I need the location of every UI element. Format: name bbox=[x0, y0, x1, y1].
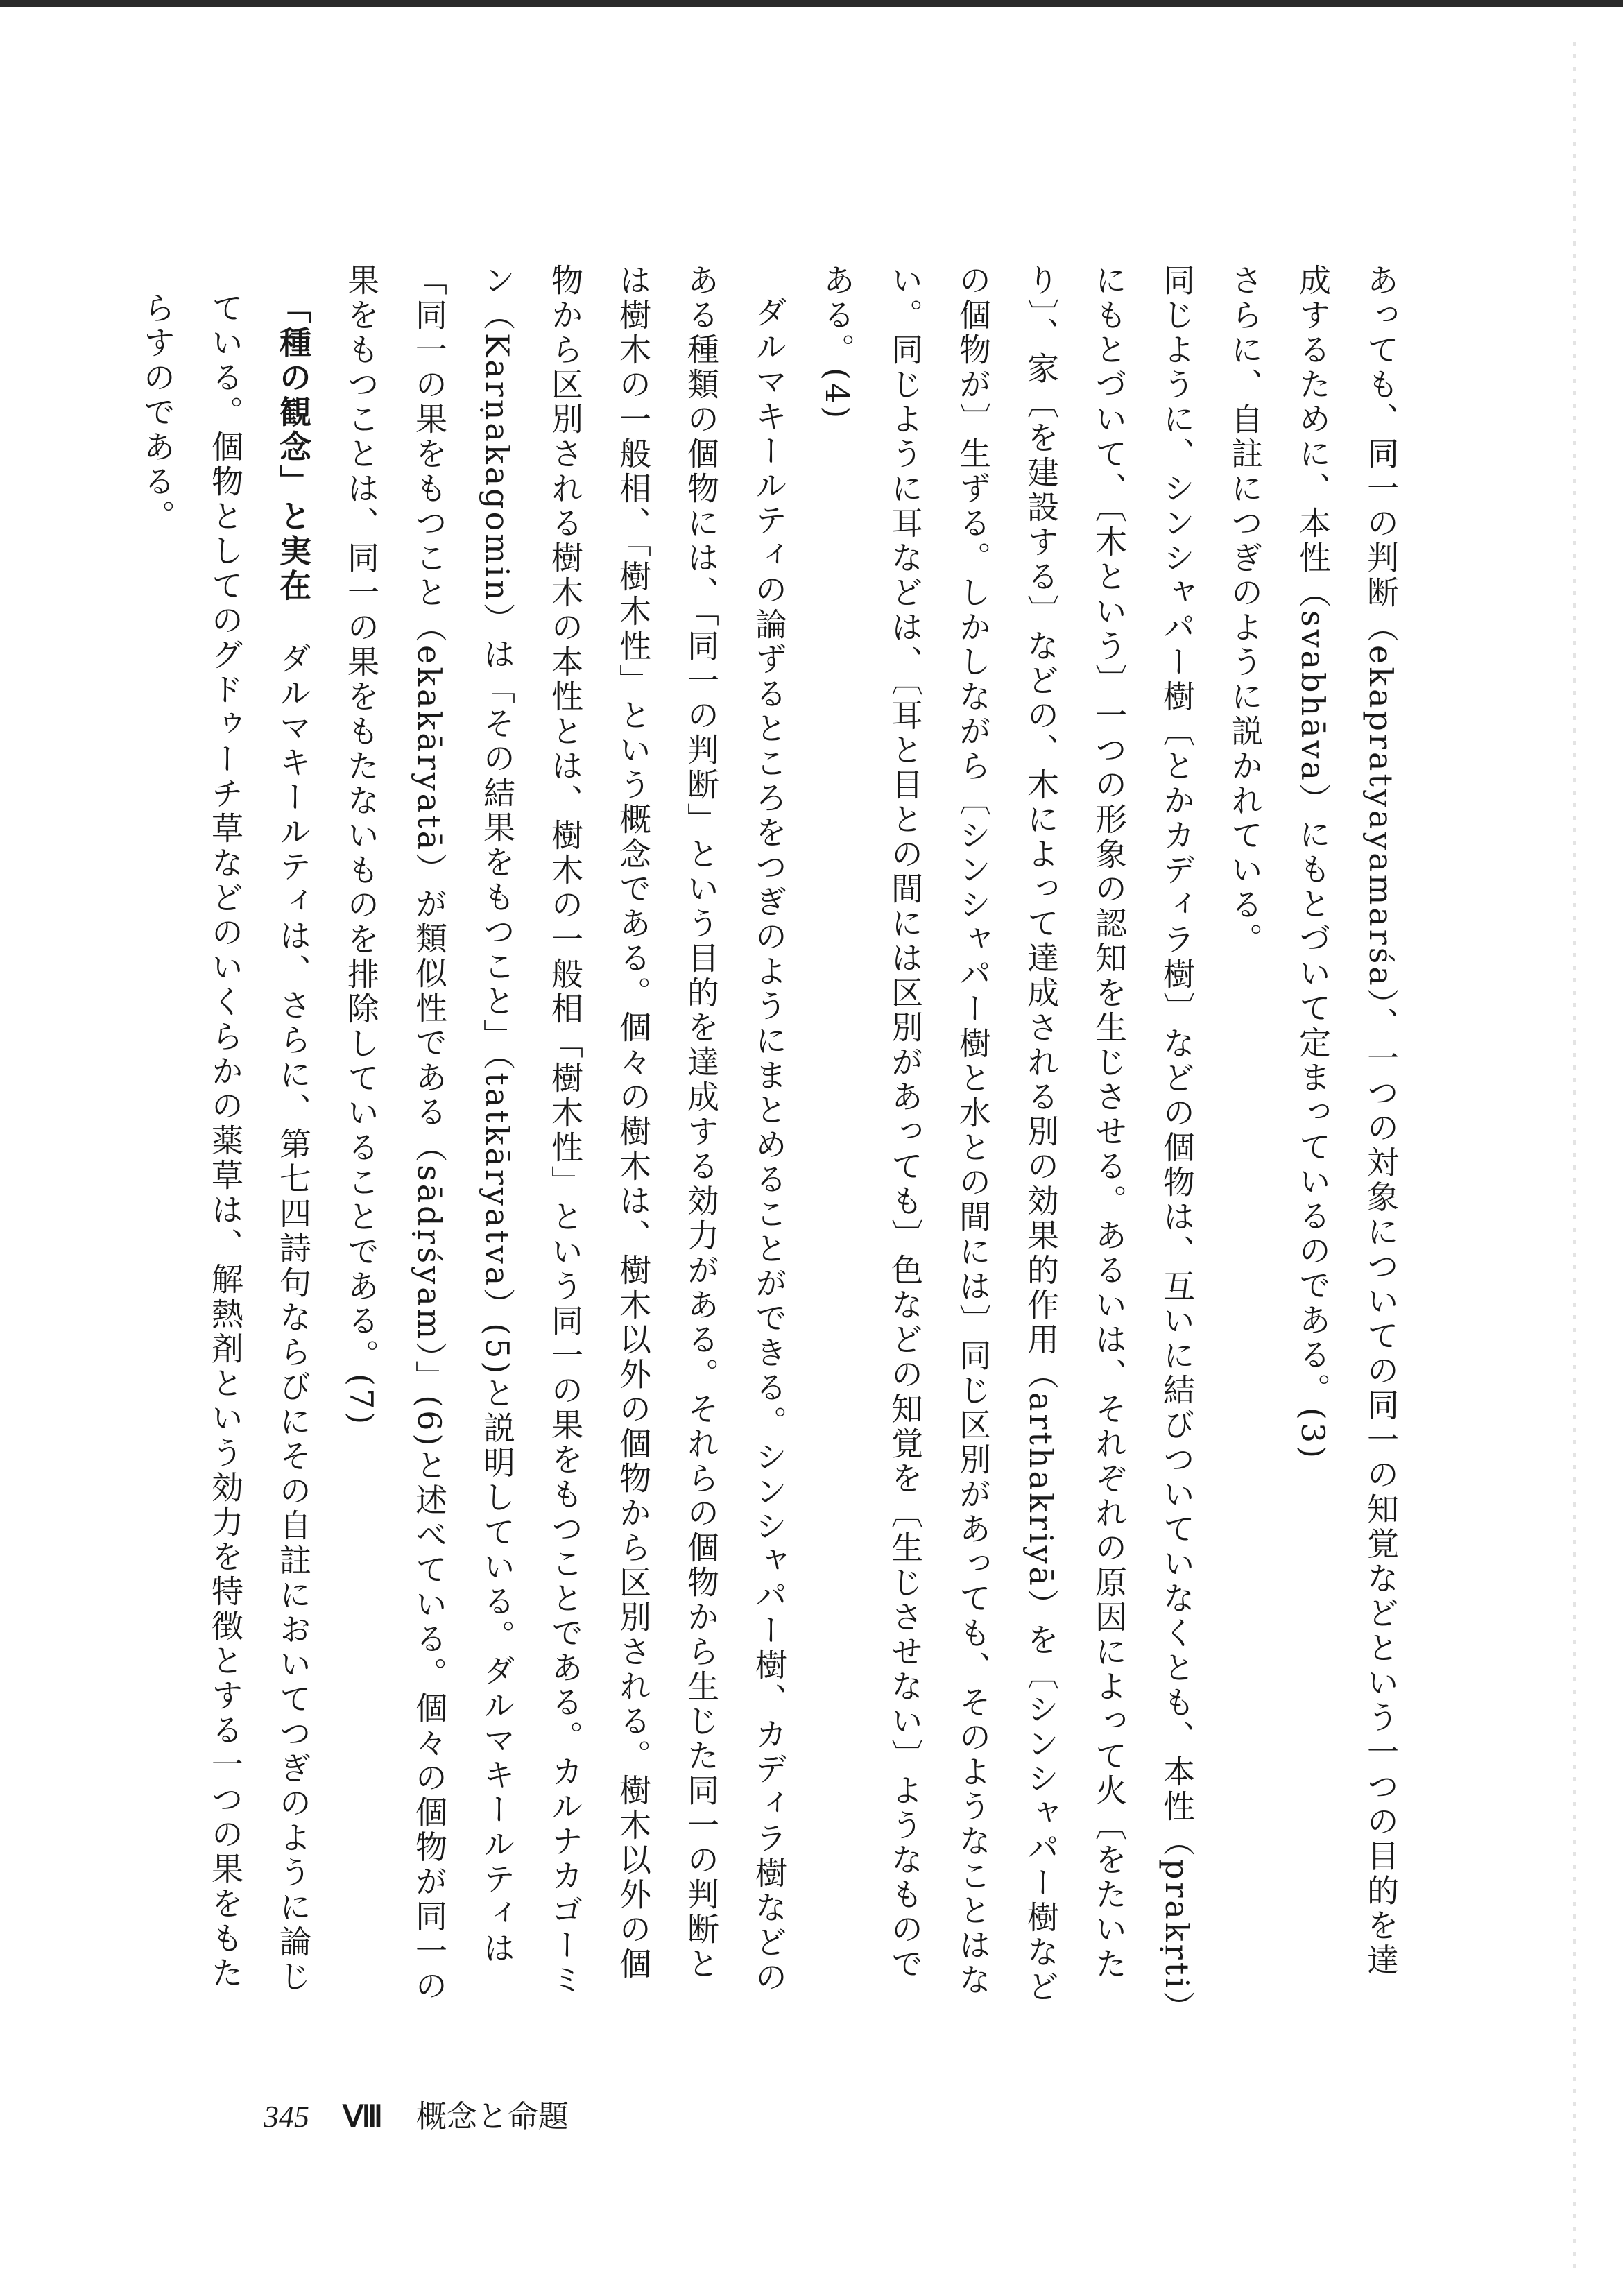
top-scan-border bbox=[0, 0, 1623, 7]
chapter-title: 概念と命題 bbox=[415, 2099, 569, 2134]
section-heading: 「種の観念」と実在 bbox=[275, 291, 312, 603]
scan-edge-artifact bbox=[1573, 42, 1576, 2275]
section-text: ダルマキールティは、さらに、第七四詩句ならびにその自註においてつぎのように論じている。個物としてのグドゥーチ草などのいくらかの薬草は、解熱剤という効力を特徴とする一つの果をもたらすのである。 bbox=[139, 291, 312, 1995]
body-paragraph-4: ダルマキールティの論ずるところをつぎのようにまとめることができる。シンシャパー樹、カディラ樹などのある種類の個物には、「同一の判断」という目的を達成する効力がある。それらの個物から生じた同一の判断とは樹木の一般相、「樹木性」という概念である。個々の樹木は、樹木以外の個物から区別される。樹木以外の個物から区別される樹木の本性とは、樹木の一般相「樹木性」という同一の果をもつことである。カルナカゴーミン（Karṇakagomin）は「その結果をもつこと」（tatkāryatva）(5)と説明している。ダルマキールティは「同一の果をもつこと（ekakāryatā）が類似性である（sādṛśyam）」(6)と述べている。個々の個物が同一の果をもつことは、同一の果をもたないものを排除していることである。(7) bbox=[343, 264, 788, 2004]
vertical-text-body bbox=[139, 264, 1415, 2012]
section-paragraph bbox=[123, 291, 327, 2012]
body-paragraph-3: 同じように、シンシャパー樹〔とかカディラ樹〕などの個物は、互いに結びついていなくとも、本性（prakṛti）にもとづいて、〔木という〕一つの形象の認知を生じさせる。あるいは、それぞれの原因によって火〔をたいたり〕、家〔を建設する〕などの、木によって達成される別の効果的作用（arthakriyā）を〔シンシャパー樹などの個物が〕生ずる。しかしながら〔シンシャパー樹と水との間には〕同じ区別があっても、そのようなことはない。同じように耳などは、〔耳と目との間には区別があっても〕色などの知覚を〔生じさせない〕ようなものである。(4) bbox=[818, 264, 1196, 2010]
page-footer bbox=[264, 2091, 569, 2136]
page-number: 345 bbox=[264, 2100, 309, 2134]
chapter-number: Ⅷ bbox=[343, 2100, 383, 2134]
body-paragraph-2: さらに、自註につぎのように説かれている。 bbox=[1226, 264, 1264, 957]
body-paragraph-1: あっても、同一の判断（ekapratyayamarśa）、一つの対象についての同一の知覚などという一つの目的を達成するために、本性（svabhāva）にもとづいて定まっているのである。(3) bbox=[1294, 264, 1400, 1978]
